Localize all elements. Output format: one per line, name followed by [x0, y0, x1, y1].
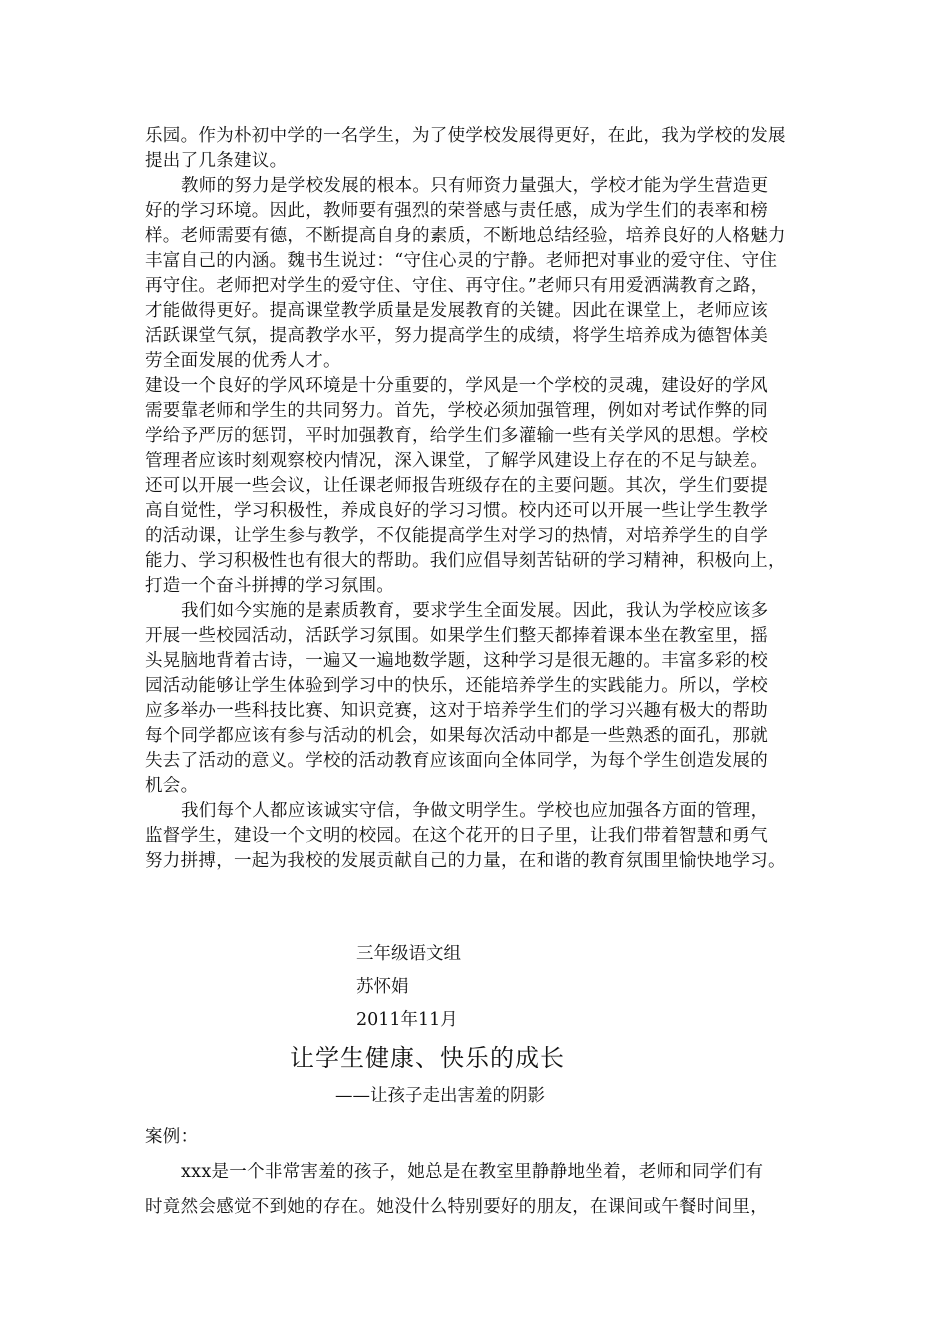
- article-title: 让学生健康、快乐的成长: [290, 1044, 565, 1072]
- paragraph-line: 学给予严厉的惩罚，平时加强教育，给学生们多灌输一些有关学风的思想。学校: [145, 426, 768, 446]
- paragraph-line: 能力、学习积极性也有很大的帮助。我们应倡导刻苦钻研的学习精神，积极向上，: [145, 551, 786, 571]
- paragraph-line: 打造一个奋斗拼搏的学习氛围。: [145, 576, 395, 596]
- paragraph-line: 应多举办一些科技比赛、知识竞赛，这对于培养学生们的学习兴趣有极大的帮助: [145, 701, 768, 721]
- paragraph-line: 机会。: [145, 776, 199, 796]
- paragraph-line: 建设一个良好的学风环境是十分重要的，学风是一个学校的灵魂，建设好的学风: [145, 376, 768, 396]
- paragraph-line: 监督学生，建设一个文明的校园。在这个花开的日子里，让我们带着智慧和勇气: [145, 826, 768, 846]
- paragraph-line: 我们每个人都应该诚实守信，争做文明学生。学校也应加强各方面的管理，: [181, 801, 769, 821]
- paragraph-line: 教师的努力是学校发展的根本。只有师资力量强大，学校才能为学生营造更: [181, 176, 769, 196]
- article-subtitle: ——让孩子走出害羞的阴影: [335, 1086, 545, 1106]
- paragraph-line: 高自觉性，学习积极性，养成良好的学习习惯。校内还可以开展一些让学生教学: [145, 501, 768, 521]
- paragraph-line: 丰富自己的内涵。魏书生说过：“守住心灵的宁静。老师把对事业的爱守住、守住: [145, 251, 778, 271]
- article-body: [145, 124, 825, 874]
- paragraph-line: 头晃脑地背着古诗，一遍又一遍地数学题，这种学习是很无趣的。丰富多彩的校: [145, 651, 768, 671]
- paragraph-line: 劳全面发展的优秀人才。: [145, 351, 341, 371]
- paragraph-line: 活跃课堂气氛，提高教学水平，努力提高学生的成绩，将学生培养成为德智体美: [145, 326, 768, 346]
- paragraph-line: 才能做得更好。提高课堂教学质量是发展教育的关键。因此在课堂上，老师应该: [145, 301, 768, 321]
- signature-group: 三年级语文组: [356, 944, 461, 964]
- paragraph-line: 提出了几条建议。: [145, 151, 288, 171]
- paragraph-line: xxx是一个非常害羞的孩子，她总是在教室里静静地坐着，老师和同学们有: [181, 1162, 764, 1182]
- paragraph-line: 样。老师需要有德，不断提高自身的素质，不断地总结经验，培养良好的人格魅力: [145, 226, 786, 246]
- signature-block: [356, 938, 461, 1037]
- paragraph-line: 再守住。老师把对学生的爱守住、守住、再守住。”老师只有用爱洒满教育之路，: [145, 276, 769, 296]
- paragraph-line: 管理者应该时刻观察校内情况，深入课堂，了解学风建设上存在的不足与缺差。: [145, 451, 768, 471]
- paragraph-line: 时竟然会感觉不到她的存在。她没什么特别要好的朋友，在课间或午餐时间里，: [145, 1197, 768, 1217]
- paragraph-line: 每个同学都应该有参与活动的机会，如果每次活动中都是一些熟悉的面孔，那就: [145, 726, 768, 746]
- paragraph-line: 我们如今实施的是素质教育，要求学生全面发展。因此，我认为学校应该多: [181, 601, 769, 621]
- case-label: 案例：: [145, 1127, 199, 1147]
- paragraph-line: 开展一些校园活动，活跃学习氛围。如果学生们整天都捧着课本坐在教室里，摇: [145, 626, 768, 646]
- paragraph-line: 失去了活动的意义。学校的活动教育应该面向全体同学，为每个学生创造发展的: [145, 751, 768, 771]
- signature-date: 2011年11月: [356, 1010, 458, 1030]
- paragraph-line: 努力拼搏，一起为我校的发展贡献自己的力量，在和谐的教育氛围里愉快地学习。: [145, 851, 786, 871]
- paragraph-line: 乐园。作为朴初中学的一名学生，为了使学校发展得更好，在此，我为学校的发展: [145, 126, 786, 146]
- paragraph-line: 好的学习环境。因此，教师要有强烈的荣誉感与责任感，成为学生们的表率和榜: [145, 201, 768, 221]
- paragraph-line: 园活动能够让学生体验到学习中的快乐，还能培养学生的实践能力。所以，学校: [145, 676, 768, 696]
- paragraph-line: 的活动课，让学生参与教学，不仅能提高学生对学习的热情，对培养学生的自学: [145, 526, 768, 546]
- signature-author: 苏怀娟: [356, 977, 409, 997]
- paragraph-line: 需要靠老师和学生的共同努力。首先，学校必须加强管理，例如对考试作弊的同: [145, 401, 768, 421]
- paragraph-line: 还可以开展一些会议，让任课老师报告班级存在的主要问题。其次，学生们要提: [145, 476, 768, 496]
- case-section: [145, 1120, 825, 1225]
